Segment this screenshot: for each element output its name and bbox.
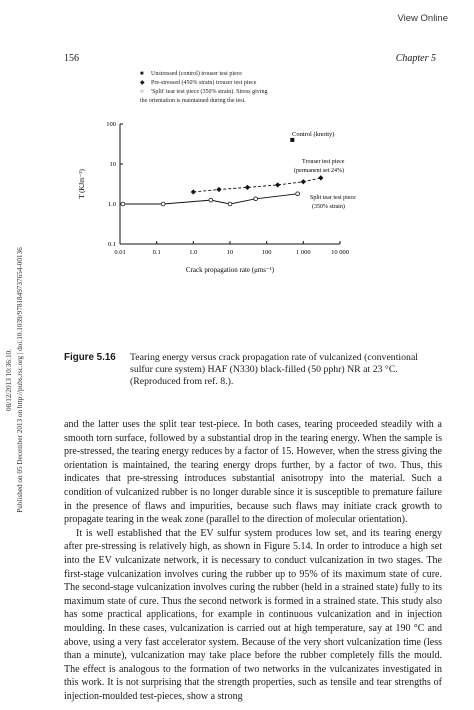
legend-label-continued: the orientation is maintained during the test.	[140, 98, 246, 104]
view-online-link[interactable]: View Online	[397, 13, 448, 24]
annotation-trouser-1: Trouser test piece	[302, 159, 345, 165]
y-tick-label: 10	[109, 161, 116, 168]
data-point-circle	[228, 202, 232, 206]
x-tick-label: 1 000	[296, 249, 311, 256]
data-point-diamond	[191, 189, 196, 194]
publication-info	[4, 247, 26, 512]
diamond-marker-icon: ◆	[140, 80, 145, 86]
x-tick-label: 0.1	[152, 249, 161, 256]
legend-label: Unstressed (control) trouser test piece	[151, 71, 242, 77]
legend-label: 'Split' tear test piece (350% strain). Stress giving	[151, 89, 268, 95]
x-tick-label: 0.01	[114, 249, 126, 256]
y-tick-label: 100	[106, 121, 116, 128]
annotation-split-1: Split tear test piece	[310, 195, 356, 201]
data-point-circle	[296, 192, 300, 196]
figure-caption	[64, 352, 442, 388]
legend-label: Pre-stressed (450% strain) trouser test piece	[151, 80, 257, 86]
data-point-diamond	[275, 182, 280, 187]
data-point-square	[290, 138, 294, 142]
annotation-control: Control (knotty)	[292, 131, 335, 138]
caption-label: Figure 5.16	[64, 352, 116, 363]
x-tick-label: 100	[261, 249, 272, 256]
square-marker-icon: ■	[140, 71, 144, 77]
data-point-diamond	[245, 185, 250, 190]
body-text	[64, 418, 442, 703]
sidebar-date: 08/12/2013 10:36:10.	[5, 349, 13, 411]
legend-item-split	[140, 88, 267, 97]
page-number: 156	[64, 53, 79, 64]
tearing-energy-chart	[60, 112, 360, 277]
publication-sidebar	[3, 130, 27, 630]
data-point-diamond	[216, 187, 221, 192]
paragraph-2: It is well established that the EV sulfur system produces low set, and its tearing energy after pre-stressing is relatively high, as shown in Figure 5.14. In order to introduce a high set into the EV vulcanizate network, it is necessary to conduct vulcanization in two stages. The first-stage vulcanization involves curing the rubber up to 95% of its maximum state of cure. The second-stage vulcanization involves curing the rubber (held in a strained state) fully to its maximum state of cure. Thus the second network is formed in a strained state. This study also has some practical applications, for example in continuous vulcanization and in injection moulding. In these cases, vulcanization is carried out at high temperature, say at 190 °C and above, using a very fast accelerator system. Because of the very short vulcanization time (less than a minute), vulcanization may take place before the rubber completely fills the mould. The effect is analogous to the formation of two networks in the vulcanizates investigated in this work. It is not surprising that the strength properties, such as tensile and tear strengths of injection-moulded test-pieces, show a strong	[64, 527, 442, 702]
data-point-diamond	[301, 179, 306, 184]
chapter-title: Chapter 5	[395, 53, 436, 64]
paragraph-1: and the latter uses the split tear test-piece. In both cases, tearing proceeded steadily with a smooth torn surface, followed by a substantial drop in the tearing energy. When the sample is pre-stressed, the tearing energy reduces by a factor of 15. However, when the stress giving the orientation is maintained, the tearing energy drops further, by a factor of two. Thus, this indicates that pre-stressing introduces substantial anisotropy into the material. Such a condition of vulcanized rubber is no longer durable since it is susceptible to premature failure in the presence of flaws and impurities, because such flaws may initiate crack growth to propagate tearing in the weak zone (parallel to the direction of molecular orientation).	[64, 419, 442, 526]
data-point-circle	[254, 197, 258, 201]
data-point-circle	[209, 198, 213, 202]
caption-text: Tearing energy versus crack propagation rate of vulcanized (conventional sulfur cure system) HAF (N330) black-filled (50 pphr) NR at 23 °C. (Reproduced from ref. 8.).	[130, 352, 419, 387]
data-point-circle	[121, 202, 125, 206]
x-axis-label: Crack propagation rate (μms⁻¹)	[185, 266, 275, 274]
x-tick-label: 1.0	[189, 249, 198, 256]
data-point-circle	[161, 202, 165, 206]
sidebar-doi: Published on 05 December 2013 on http://pubs.rsc.org | doi:10.1039/9781849737654-00136	[16, 247, 24, 513]
data-point-diamond	[318, 175, 323, 180]
series-line-1	[193, 178, 320, 192]
x-tick-label: 10 000	[331, 249, 349, 256]
y-tick-label: 1.0	[107, 201, 116, 208]
annotation-trouser-2: (permanent set 24%)	[294, 168, 344, 174]
circle-marker-icon: ○	[140, 89, 144, 95]
legend-item-prestressed	[140, 79, 267, 88]
y-axis-label: T (KJm⁻²)	[78, 169, 86, 199]
x-tick-label: 10	[226, 249, 234, 256]
figure-legend	[140, 70, 267, 106]
y-tick-label: 0.1	[107, 241, 116, 248]
annotation-split-2: (350% strain)	[312, 204, 345, 210]
legend-item-control	[140, 70, 267, 79]
